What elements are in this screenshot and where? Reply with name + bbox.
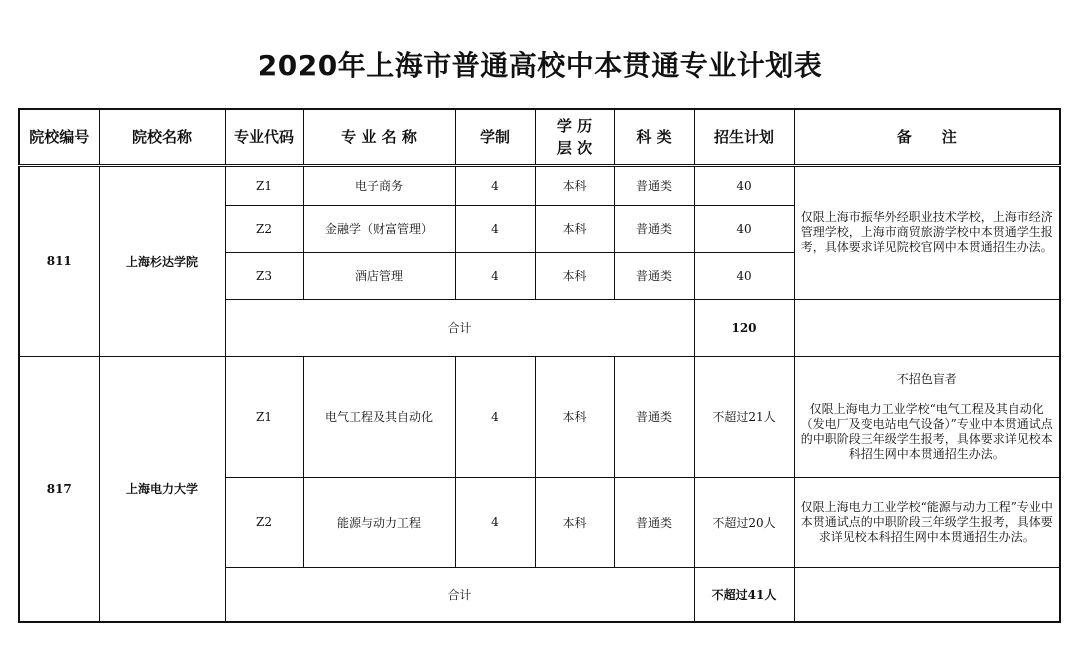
- table-row: [19, 165, 1060, 205]
- header-major-name: 专 业 名 称: [303, 109, 455, 165]
- header-row: [19, 109, 1060, 165]
- major-name-cell: 电气工程及其自动化: [303, 356, 455, 477]
- remark-cell: [794, 477, 1060, 567]
- header-school-name: 院校名称: [99, 109, 225, 165]
- major-name-cell: 电子商务: [303, 165, 455, 205]
- major-name-cell: 金融学（财富管理）: [303, 205, 455, 252]
- plan-cell: 不超过21人: [694, 356, 794, 477]
- empty-remark-cell: [794, 567, 1060, 622]
- level-cell: 本科: [535, 356, 614, 477]
- remark-line: 仅限上海电力工业学校“能源与动力工程”专业中本贯通试点的中职阶段三年级学生报考，具体要求详见校本科招生网中本贯通招生办法。: [800, 499, 1053, 544]
- duration-cell: 4: [455, 252, 535, 299]
- category-cell: 普通类: [614, 165, 694, 205]
- remark-line: 仅限上海电力工业学校“电气工程及其自动化（发电厂及变电站电气设备）”专业中本贯通试点的中职阶段三年级学生报考，具体要求详见校本科招生网中本贯通招生办法。: [800, 401, 1053, 461]
- remark-cell: [794, 356, 1060, 477]
- total-value-cell: 120: [694, 299, 794, 356]
- category-cell: 普通类: [614, 356, 694, 477]
- major-code-cell: Z2: [225, 477, 303, 567]
- major-code-cell: Z1: [225, 165, 303, 205]
- duration-cell: 4: [455, 477, 535, 567]
- header-major-code: 专业代码: [225, 109, 303, 165]
- header-duration: 学制: [455, 109, 535, 165]
- plan-cell: 40: [694, 252, 794, 299]
- duration-cell: 4: [455, 165, 535, 205]
- header-school-code: 院校编号: [19, 109, 99, 165]
- header-plan: 招生计划: [694, 109, 794, 165]
- plan-cell: 40: [694, 165, 794, 205]
- school-name-cell: 上海电力大学: [99, 356, 225, 622]
- remark-line: 不招色盲者: [896, 371, 957, 386]
- level-cell: 本科: [535, 252, 614, 299]
- header-category: 科 类: [614, 109, 694, 165]
- remark-cell: 仅限上海市振华外经职业技术学校，上海市经济管理学校，上海市商贸旅游学校中本贯通学生报考，具体要求详见院校官网中本贯通招生办法。: [794, 165, 1060, 299]
- major-name-cell: 能源与动力工程: [303, 477, 455, 567]
- level-cell: 本科: [535, 205, 614, 252]
- category-cell: 普通类: [614, 477, 694, 567]
- plan-cell: 40: [694, 205, 794, 252]
- duration-cell: 4: [455, 356, 535, 477]
- major-name-cell: 酒店管理: [303, 252, 455, 299]
- school-name-cell: 上海杉达学院: [99, 165, 225, 356]
- school-code-cell: 811: [19, 165, 99, 356]
- header-level: 学 历 层 次: [535, 109, 614, 165]
- empty-remark-cell: [794, 299, 1060, 356]
- category-cell: 普通类: [614, 205, 694, 252]
- enrollment-plan-table: [18, 108, 1061, 623]
- major-code-cell: Z3: [225, 252, 303, 299]
- category-cell: 普通类: [614, 252, 694, 299]
- major-code-cell: Z2: [225, 205, 303, 252]
- duration-cell: 4: [455, 205, 535, 252]
- total-label-cell: 合计: [225, 299, 694, 356]
- total-label-cell: 合计: [225, 567, 694, 622]
- plan-cell: 不超过20人: [694, 477, 794, 567]
- major-code-cell: Z1: [225, 356, 303, 477]
- level-cell: 本科: [535, 165, 614, 205]
- header-remarks: 备 注: [794, 109, 1060, 165]
- total-value-cell: 不超过41人: [694, 567, 794, 622]
- school-code-cell: 817: [19, 356, 99, 622]
- table-row: [19, 356, 1060, 477]
- page-title: 2020年上海市普通高校中本贯通专业计划表: [257, 49, 823, 82]
- level-cell: 本科: [535, 477, 614, 567]
